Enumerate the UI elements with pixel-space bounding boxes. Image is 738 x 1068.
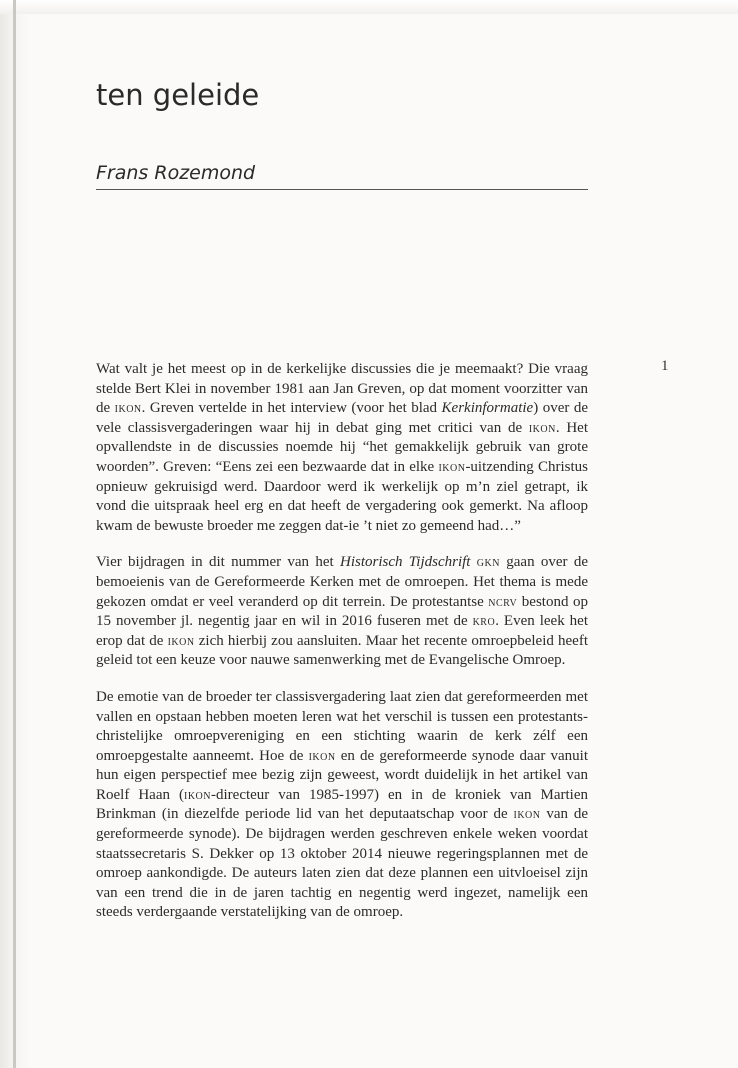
author-underline bbox=[96, 189, 588, 190]
text-run: Wat valt je het meest op in de kerkelijke discussies die je meemaakt? Die vraag stelde Bert Klei in november bbox=[96, 361, 588, 397]
small-caps-text: ikon bbox=[114, 401, 142, 417]
text-run: ) over de vele classisvergaderingen waar hij in debat ging met critici van de bbox=[96, 400, 588, 436]
binding-spine bbox=[13, 0, 16, 1068]
text-run: en de gereformeerde synode daar vanuit hun eigen perspectief mee bezig zijn geweest, wordt duidelijk in het artikel van Roelf Haan ( bbox=[96, 747, 588, 803]
small-caps-text: ncrv bbox=[488, 594, 518, 610]
italic-text: Historisch Tijdschrift bbox=[339, 554, 471, 571]
paragraph-2 bbox=[96, 553, 588, 671]
small-caps-text: ikon bbox=[167, 633, 195, 649]
text-run: 1981 bbox=[274, 380, 305, 397]
text-run: Vier bijdragen in dit nummer van het bbox=[96, 554, 340, 571]
small-caps-text: ikon bbox=[513, 807, 541, 823]
small-caps-text: ikon bbox=[308, 748, 336, 764]
paragraph-1 bbox=[96, 360, 588, 536]
small-caps-text: ikon bbox=[184, 787, 211, 803]
small-caps-text: kro bbox=[472, 614, 496, 630]
page-number: 1 bbox=[661, 358, 669, 374]
small-caps-text: ikon bbox=[528, 420, 556, 436]
text-run: De emotie van de broeder ter classisvergadering laat zien dat gereformeerden met vallen en opstaan hebben moeten leren wat het verschil is tussen een protestants-christelijke omroepvereniging en een stichting waarin de kerk zélf een omroepgestalte aanneemt. Hoe de bbox=[96, 688, 588, 764]
text-run: . Even leek het erop dat de bbox=[96, 613, 588, 649]
text-run: -directeur van 1985-1997) en in de kroniek van Martien Brinkman (in diezelfde periode lid van het deputaatschap voor de bbox=[96, 786, 588, 823]
body-text bbox=[96, 360, 588, 940]
page-top-edge bbox=[0, 0, 738, 14]
text-run: gaan over de bemoeienis van de Gereformeerde Kerken met de omroepen. Het thema is mede gekozen omdat er veel veranderd op dit terrein. De protestantse bbox=[96, 554, 588, 610]
text-run: van de gereformeerde synode). De bijdragen werden geschreven enkele weken voordat staatssecretaris S. Dekker op 13 oktober 2014 nieuwe regeringsplannen met de omroep aankondigde. De auteurs laten zien dat deze plannen een uitvloeisel zijn van een trend die in de jaren tachtig en negentig werd ingezet, namelijk een steeds verdergaande verstatelijking van de omroep. bbox=[96, 806, 588, 921]
author-name: Frans Rozemond bbox=[96, 162, 256, 184]
text-run: bestond op 15 november jl. negentig jaar en wil in 2016 fuseren met de bbox=[96, 593, 588, 630]
paragraph-3 bbox=[96, 688, 588, 923]
small-caps-text: ikon bbox=[438, 459, 466, 475]
text-run: aan Jan Greven, op dat moment voorzitter van de bbox=[96, 380, 588, 417]
text-run: -uitzending Christus opnieuw gekruisigd werd. Daardoor werd ik werkelijk op m’n ziel getrapt, ik vond die uitspraak heel erg en dat heeft de vergadering ook gemerkt. Na afloop kwam de bewuste broeder me zeggen dat-ie ’t niet zo gemeend had…” bbox=[96, 458, 588, 534]
text-run: . Greven vertelde in het interview (voor het blad bbox=[141, 400, 442, 417]
text-run: zich hierbij zou aansluiten. Maar het recente omroepbeleid heeft geleid tot een keuze voor nauwe samenwerking met de Evangelische Omroep. bbox=[96, 632, 589, 669]
small-caps-text: gkn bbox=[476, 555, 500, 571]
section-heading: ten geleide bbox=[96, 78, 260, 112]
italic-text: Kerkinformatie bbox=[441, 400, 534, 417]
text-run: . Het opvallendste in de discussies noemde hij “het gemakkelijk gebruik van grote woorden”. Greven: “Eens zei een bezwaarde dat in elke bbox=[96, 419, 588, 475]
